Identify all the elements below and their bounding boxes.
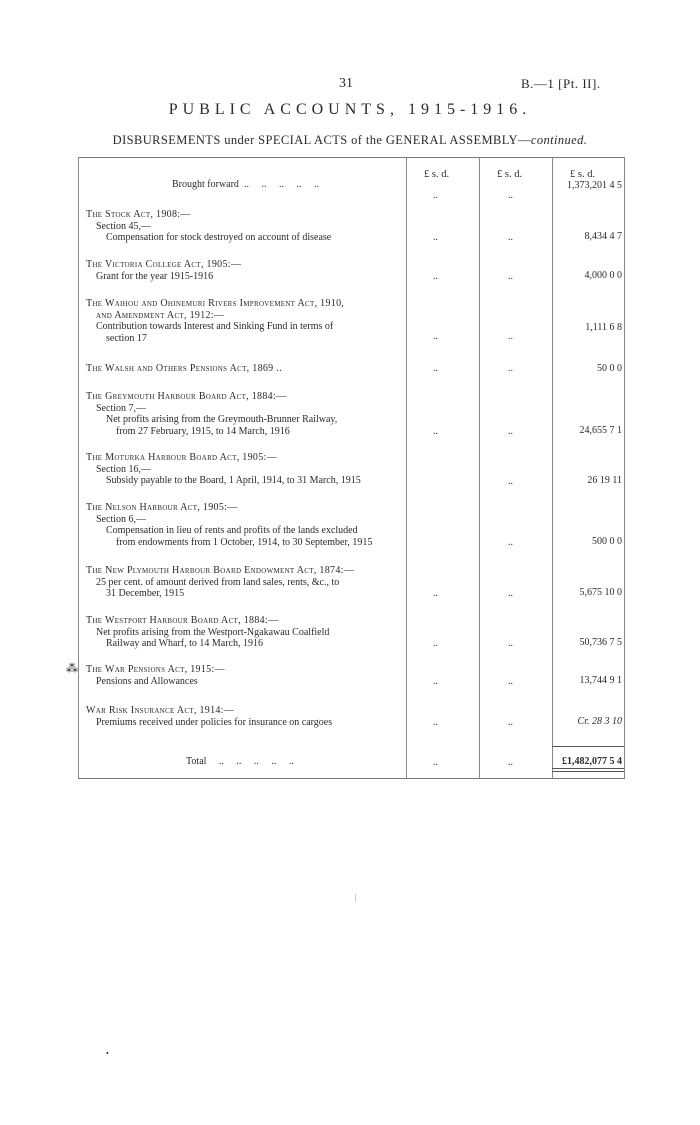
entry-col1: .. xyxy=(433,638,438,649)
entry-col2: .. xyxy=(508,271,513,282)
brought-forward-col2: .. xyxy=(508,190,513,201)
leader-dots: .. .. .. .. .. xyxy=(206,756,294,767)
entry-col2: .. xyxy=(508,426,513,437)
entry-col1: .. xyxy=(433,271,438,282)
entry-moturka-harbour xyxy=(86,452,406,487)
entry-line: Contribution towards Interest and Sinking Fund in terms of xyxy=(96,321,334,332)
entry-line: Railway and Wharf, to 14 March, 1916 xyxy=(106,638,263,649)
entry-waihou-ohinemuri xyxy=(86,298,406,344)
entry-line: Compensation for stock destroyed on account of disease xyxy=(106,232,332,243)
subtitle-continued: continued. xyxy=(530,133,588,147)
brought-forward-label xyxy=(172,179,319,190)
entry-amount: 1,111 6 8 xyxy=(585,322,622,333)
entry-amount: 26 19 11 xyxy=(587,475,622,486)
entry-line: Section 45,— xyxy=(96,220,151,232)
entry-col1: .. xyxy=(433,363,438,374)
entry-heading: The Walsh and Others Pensions Act, 1869 .. xyxy=(86,363,282,374)
entry-amount: 5,675 10 0 xyxy=(579,587,622,598)
entry-war-risk-insurance xyxy=(86,705,406,728)
entry-victoria-college xyxy=(86,259,406,282)
total-col1: .. xyxy=(433,757,438,768)
entry-amount: 24,655 7 1 xyxy=(579,425,622,436)
entry-amount: 4,000 0 0 xyxy=(584,270,622,281)
total-double-rule xyxy=(552,768,624,772)
column-rule-1 xyxy=(406,157,407,778)
column-rule-2 xyxy=(479,157,480,778)
total-upper-rule xyxy=(552,746,624,747)
entry-line: Compensation in lieu of rents and profits of the lands excluded xyxy=(106,525,358,536)
entry-col1: .. xyxy=(433,676,438,687)
entry-amount: 50,736 7 5 xyxy=(579,637,622,648)
entry-heading: The Victoria College Act, 1905:— xyxy=(86,259,242,270)
entry-nelson-harbour xyxy=(86,502,406,548)
entry-heading: The Nelson Harbour Act, 1905:— xyxy=(86,502,238,513)
entry-col1: .. xyxy=(433,232,438,243)
entry-heading: The Moturka Harbour Board Act, 1905:— xyxy=(86,452,277,463)
entry-new-plymouth-harbour xyxy=(86,565,406,600)
brought-forward-amount: 1,373,201 4 5 xyxy=(567,180,622,191)
page-title: PUBLIC ACCOUNTS, 1915-1916. xyxy=(168,101,532,118)
table-top-rule xyxy=(78,157,625,158)
entry-col1: .. xyxy=(433,426,438,437)
entry-stock-act xyxy=(86,209,406,244)
subtitle-main: DISBURSEMENTS under SPECIAL ACTS of the GENERAL ASSEMBLY— xyxy=(112,133,531,147)
column-rule-3 xyxy=(552,157,553,778)
entry-amount: 50 0 0 xyxy=(597,363,622,374)
margin-mark: ⁂ xyxy=(66,661,78,675)
entry-heading: War Risk Insurance Act, 1914:— xyxy=(86,705,235,716)
entry-col2: .. xyxy=(508,232,513,243)
entry-col2: .. xyxy=(508,331,513,342)
document-reference: B.—1 [Pt. II]. xyxy=(521,76,601,91)
total-label xyxy=(186,756,294,767)
entry-col2: .. xyxy=(508,476,513,487)
brought-forward-text: Brought forward xyxy=(172,179,239,190)
entry-amount: 500 0 0 xyxy=(592,536,622,547)
entry-line: Section 7,— xyxy=(96,402,146,414)
leader-dots: .. .. .. .. .. xyxy=(238,179,319,190)
total-col2: .. xyxy=(508,757,513,768)
brought-forward-col1: .. xyxy=(433,190,438,201)
total-amount: £1,482,077 5 4 xyxy=(562,756,622,767)
column-head-1: £ s. d. xyxy=(424,169,450,180)
column-head-3: £ s. d. xyxy=(570,169,596,180)
entry-heading: The Waihou and Ohinemuri Rivers Improvement Act, 1910, xyxy=(86,298,345,309)
entry-line: 31 December, 1915 xyxy=(106,588,185,599)
entry-col2: .. xyxy=(508,588,513,599)
entry-line: from 27 February, 1915, to 14 March, 1916 xyxy=(116,425,290,437)
entry-walsh-pensions xyxy=(86,363,406,375)
entry-heading: The War Pensions Act, 1915:— xyxy=(86,664,225,675)
entry-heading: The Stock Act, 1908:— xyxy=(86,209,191,220)
table-bottom-rule xyxy=(78,778,625,779)
entry-line: 25 per cent. of amount derived from land sales, rents, &c., to xyxy=(96,576,340,588)
entry-line: from endowments from 1 October, 1914, to 30 September, 1915 xyxy=(116,536,373,548)
entry-line: Net profits arising from the Greymouth-Brunner Railway, xyxy=(106,414,338,425)
entry-line: Grant for the year 1915-1916 xyxy=(96,270,214,282)
entry-line: Premiums received under policies for insurance on cargoes xyxy=(96,716,333,728)
entry-col1: .. xyxy=(433,331,438,342)
entry-amount: 13,744 9 1 xyxy=(579,675,622,686)
page-number: 31 xyxy=(339,76,353,91)
entry-war-pensions xyxy=(86,664,406,687)
entry-heading: The Greymouth Harbour Board Act, 1884:— xyxy=(86,391,287,402)
faint-tick xyxy=(355,894,356,902)
table-left-rule xyxy=(78,157,79,778)
entry-line: Pensions and Allowances xyxy=(96,675,198,687)
entry-col1: .. xyxy=(433,717,438,728)
entry-greymouth-harbour xyxy=(86,391,406,437)
entry-line: Section 16,— xyxy=(96,463,151,475)
entry-amount: Cr. 28 3 10 xyxy=(577,716,622,727)
entry-line: Subsidy payable to the Board, 1 April, 1914, to 31 March, 1915 xyxy=(106,475,361,486)
entry-col1: .. xyxy=(433,588,438,599)
entry-line: Net profits arising from the Westport-Ngakawau Coalfield xyxy=(96,626,330,638)
entry-col2: .. xyxy=(508,537,513,548)
entry-col2: .. xyxy=(508,676,513,687)
entry-amount: 8,434 4 7 xyxy=(584,231,622,242)
entry-line: section 17 xyxy=(106,332,147,344)
entry-heading: The New Plymouth Harbour Board Endowment Act, 1874:— xyxy=(86,565,355,576)
entry-heading: The Westport Harbour Board Act, 1884:— xyxy=(86,615,279,626)
margin-dot: • xyxy=(106,1049,109,1058)
total-text: Total xyxy=(186,756,207,767)
entry-col2: .. xyxy=(508,638,513,649)
entry-col2: .. xyxy=(508,363,513,374)
entry-line: Section 6,— xyxy=(96,513,146,525)
page-subtitle xyxy=(0,133,700,148)
table-right-rule xyxy=(624,157,625,778)
entry-westport-harbour xyxy=(86,615,406,650)
entry-heading: and Amendment Act, 1912:— xyxy=(96,309,225,321)
entry-col2: .. xyxy=(508,717,513,728)
column-head-2: £ s. d. xyxy=(497,169,523,180)
